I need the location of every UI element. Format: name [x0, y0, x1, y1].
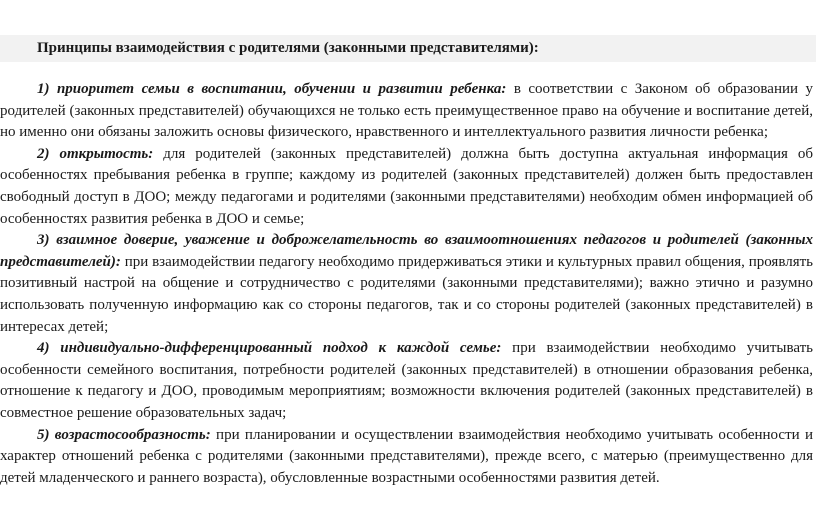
principle-text: в соответствии с Законом об образовании у родителей (законных представителей) обучающихся не только есть преимущественное право на обучение и воспитание детей, но именно они обязаны заложить основы физического, нравственного и интеллектуального развития личности ребенка; — [0, 81, 813, 141]
principle-paragraph-1 — [0, 79, 813, 144]
principle-lead: 1) приоритет семьи в воспитании, обучении и развитии ребенка: — [37, 81, 507, 97]
principle-text: при взаимодействии педагогу необходимо придерживаться этики и культурных правил общения, проявлять позитивный настрой на общение и сотрудничество с родителями (законными представителями); важно этично и разумно использовать полученную информацию как со стороны педагогов, так и со стороны родителей (законных представителей) в интересах детей; — [0, 253, 813, 335]
principle-text: при взаимодействии необходимо учитывать особенности семейного воспитания, потребности родителей (законных представителей) в отношении образования ребенка, отношение к педагогу и ДОО, проводимым мероприятиям; возможности включения родителей (законных представителей) в совместное решение образовательных задач; — [0, 340, 814, 421]
principle-lead: 3) взаимное доверие, уважение и доброжелательность во взаимоотношениях педагогов и родителей (законных представителей): — [0, 232, 813, 270]
principle-lead: 5) возрастосообразность: — [37, 426, 211, 443]
principle-text: при планировании и осуществлении взаимодействия необходимо учитывать особенности и характер отношений ребенка с родителями (законными представителями), прежде всего, с матерью (преимущественно для детей младенческого и раннего возраста), обусловленные возрастными особенностями развития детей. — [0, 426, 814, 486]
principle-text: для родителей (законных представителей) должна быть доступна актуальная информация об особенностях пребывания ребенка в группе; каждому из родителей (законных представителей) должен быть предоставлен свободный доступ в ДОО; между педагогами и родителями (законными представителями) необходим обмен информацией об особенностях развития ребенка в ДОО и семье; — [0, 145, 813, 227]
principle-lead: 4) индивидуально-дифференцированный подход к каждой семье: — [37, 340, 502, 357]
principle-paragraph-3 — [0, 230, 813, 338]
principle-paragraph-5 — [0, 425, 813, 490]
principle-paragraph-2 — [0, 144, 813, 230]
document-heading: Принципы взаимодействия с родителями (законными представителями): — [37, 40, 539, 56]
principle-paragraph-4 — [0, 338, 813, 424]
principle-lead: 2) открытость: — [37, 145, 154, 162]
principles-list — [0, 79, 813, 489]
